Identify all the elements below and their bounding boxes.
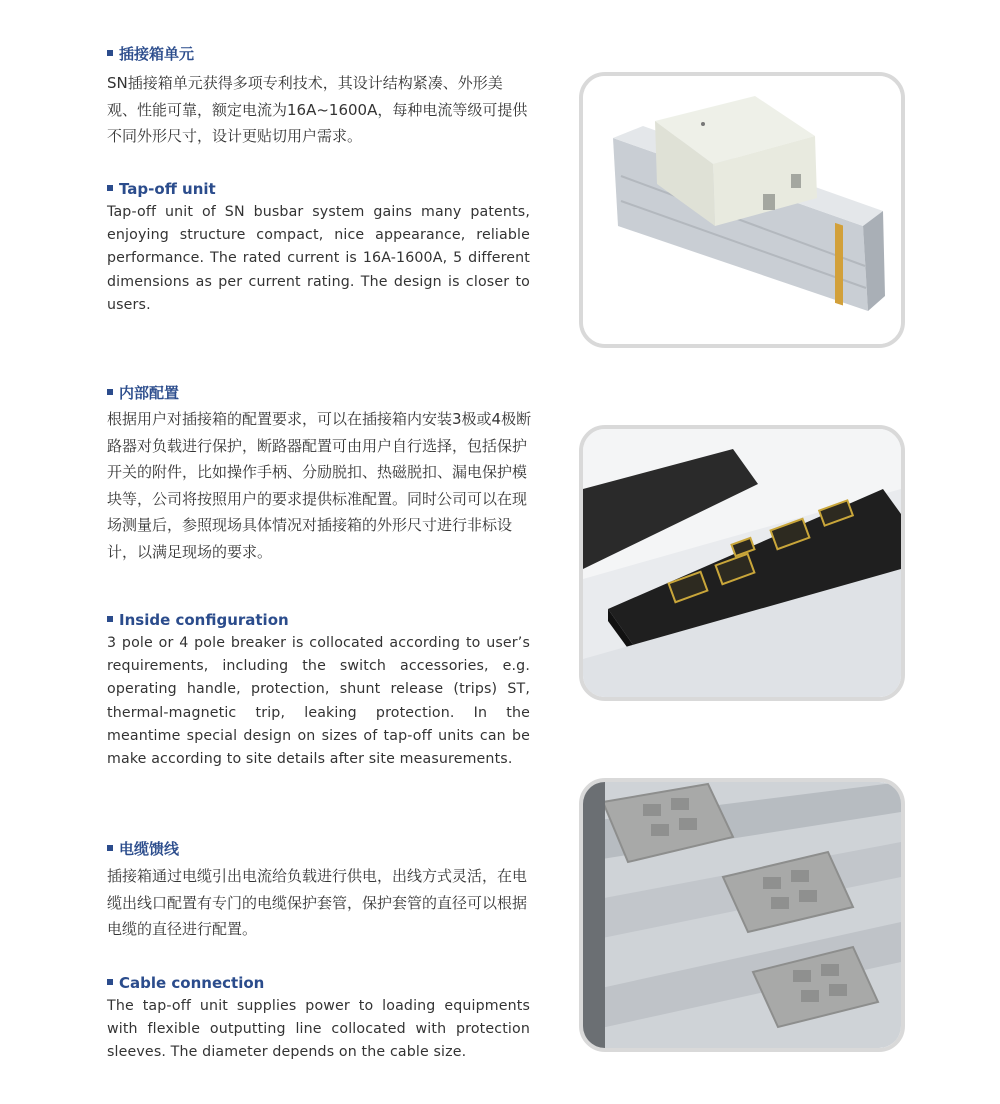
bullet-square-icon	[107, 616, 113, 622]
section-1-en-heading	[107, 179, 216, 199]
section-3-en-text: The tap-off unit supplies power to loading equipments with flexible outputting line collocated with protection sleeves. The diameter depends on the cable size.	[107, 998, 530, 1061]
section-2-zh-text: 根据用户对插接箱的配置要求，可以在插接箱内安装3极或4极断路器对负载进行保护，断路器配置可由用户自行选择，包括保护开关的附件，比如操作手柄、分励脱扣、热磁脱扣、漏电保护模块等，公司将按照用户的要求提供标准配置。同时公司可以在现场测量后，参照现场具体情况对插接箱的外形尺寸进行非标设计，以满足现场的要求。	[107, 410, 532, 561]
tap-off-unit-photo	[579, 72, 905, 348]
section-3-zh-heading-text: 电缆馈线	[119, 840, 180, 858]
section-2-en-heading-text: Inside configuration	[119, 611, 289, 629]
bullet-square-icon	[107, 979, 113, 985]
section-3-en-heading	[107, 973, 264, 993]
section-2-en-heading	[107, 610, 289, 630]
section-1-zh-heading-text: 插接箱单元	[119, 45, 195, 63]
section-3-en-heading-text: Cable connection	[119, 974, 265, 992]
section-3-zh-heading	[107, 839, 179, 859]
bullet-square-icon	[107, 389, 113, 395]
bullet-square-icon	[107, 845, 113, 851]
bullet-square-icon	[107, 185, 113, 191]
bullet-square-icon	[107, 50, 113, 56]
section-1-zh-heading	[107, 44, 194, 64]
section-3-zh-text: 插接箱通过电缆引出电流给负载进行供电，出线方式灵活，在电缆出线口配置有专门的电缆保护套管，保护套管的直径可以根据电缆的直径进行配置。	[107, 867, 528, 938]
cable-connection-photo	[579, 778, 905, 1052]
section-1-zh-text: SN插接箱单元获得多项专利技术，其设计结构紧凑、外形美观、性能可靠，额定电流为16A~1600A，每种电流等级可提供不同外形尺寸，设计更贴切用户需求。	[107, 74, 528, 145]
section-2-zh-heading	[107, 383, 179, 403]
section-2-en-text: 3 pole or 4 pole breaker is collocated according to user’s requirements, including the switch accessories, e.g. operating handle, protection, shunt release (trips) ST, thermal-magnetic trip, leaking protection. In the meantime special design on sizes of tap-off units can be make according to site details after site measurements.	[107, 635, 530, 768]
section-2-zh-heading-text: 内部配置	[119, 384, 180, 402]
section-1-en-heading-text: Tap-off unit	[119, 180, 216, 198]
section-1-en-text: Tap-off unit of SN busbar system gains many patents, enjoying structure compact, nice appearance, reliable performance. The rated current is 16A-1600A, 5 different dimensions as per current rating. The design is closer to users.	[107, 204, 530, 313]
inside-configuration-photo	[579, 425, 905, 701]
